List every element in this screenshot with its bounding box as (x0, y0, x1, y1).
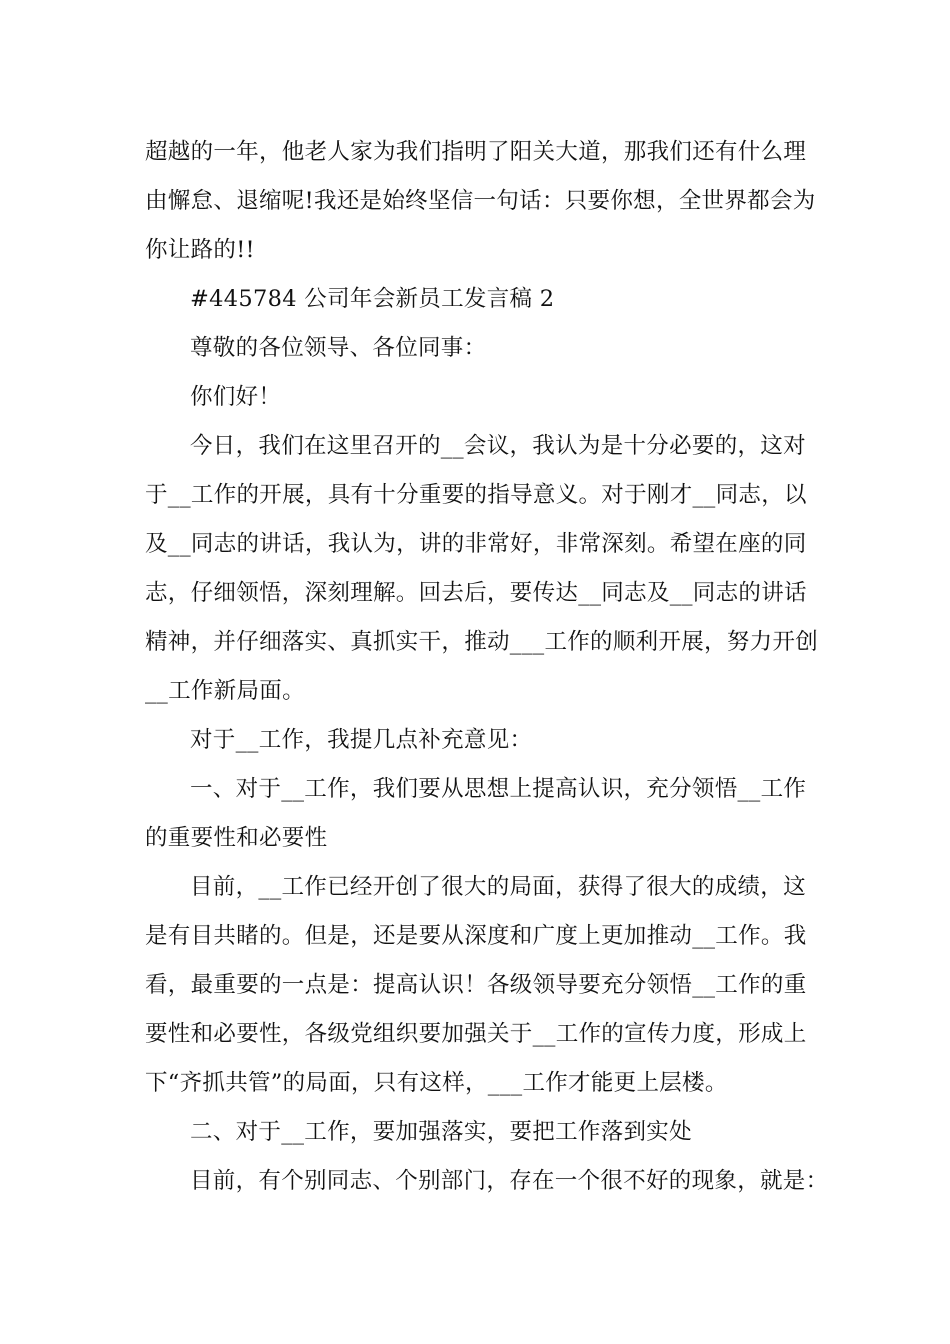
text-line: 二、对于__工作，要加强落实，要把工作落到实处 (190, 1119, 692, 1145)
text-line: 超越的一年，他老人家为我们指明了阳关大道，那我们还有什么理 (145, 139, 807, 165)
paragraph (145, 1108, 825, 1157)
text-line: 你们好！ (190, 384, 282, 410)
text-line: 目前，__工作已经开创了很大的局面，获得了很大的成绩，这 (190, 874, 806, 900)
text-line: #445784 公司年会新员工发言稿 2 (190, 286, 555, 312)
text-line: 由懈怠、退缩呢!我还是始终坚信一句话：只要你想，全世界都会为 (145, 188, 816, 214)
text-line: 的重要性和必要性 (145, 825, 328, 851)
text-line: 对于__工作，我提几点补充意见： (190, 727, 533, 753)
text-line: 看，最重要的一点是：提高认识！各级领导要充分领悟__工作的重 (145, 972, 807, 998)
paragraph (145, 275, 825, 324)
paragraph (145, 128, 825, 275)
text-line: 及__同志的讲话，我认为，讲的非常好，非常深刻。希望在座的同 (145, 531, 807, 557)
paragraph (145, 765, 825, 863)
text-line: 是有目共睹的。但是，还是要从深度和广度上更加推动__工作。我 (145, 923, 807, 949)
document-body (145, 128, 829, 1206)
text-line: 一、对于__工作，我们要从思想上提高认识，充分领悟__工作 (190, 776, 807, 802)
text-line: 目前，有个别同志、个别部门，存在一个很不好的现象，就是： (190, 1168, 829, 1194)
paragraph (145, 1157, 829, 1206)
text-line: __工作新局面。 (145, 678, 305, 704)
text-line: 要性和必要性，各级党组织要加强关于__工作的宣传力度，形成上 (145, 1021, 807, 1047)
paragraph (145, 716, 825, 765)
text-line: 精神，并仔细落实、真抓实干，推动___工作的顺利开展，努力开创 (145, 629, 819, 655)
text-line: 你让路的!! (145, 237, 255, 263)
text-line: 于__工作的开展，具有十分重要的指导意义。对于刚才__同志，以 (145, 482, 807, 508)
text-line: 今日，我们在这里召开的__会议，我认为是十分必要的，这对 (190, 433, 806, 459)
paragraph (145, 373, 825, 422)
text-line: 尊敬的各位领导、各位同事： (190, 335, 487, 361)
paragraph (145, 324, 825, 373)
text-line: 下“齐抓共管”的局面，只有这样，___工作才能更上层楼。 (145, 1070, 728, 1096)
text-line: 志，仔细领悟，深刻理解。回去后，要传达__同志及__同志的讲话 (145, 580, 807, 606)
paragraph (145, 863, 825, 1108)
paragraph (145, 422, 825, 716)
